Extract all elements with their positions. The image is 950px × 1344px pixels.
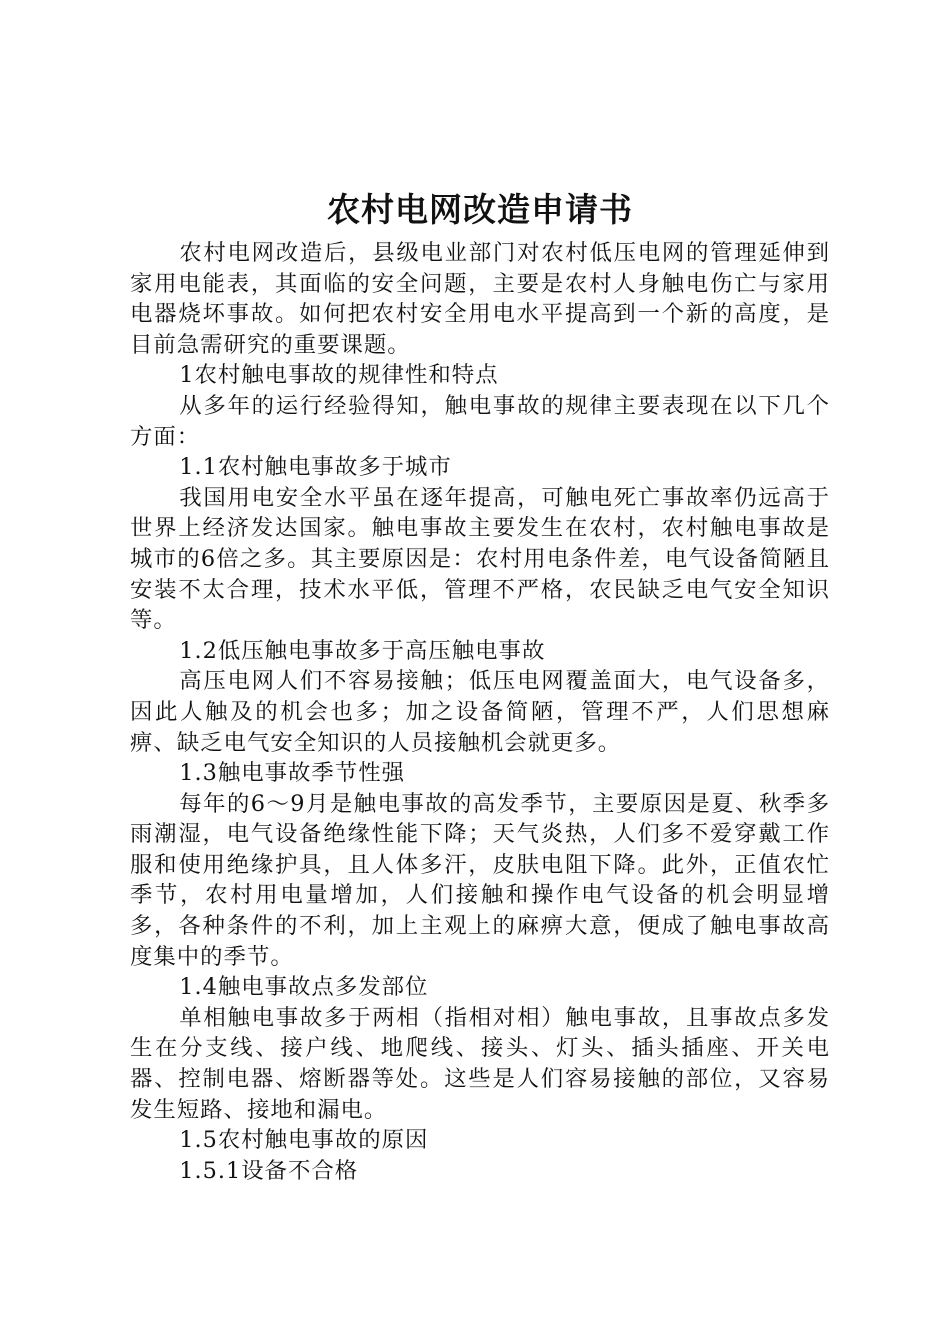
document-page: [130, 182, 830, 1186]
section-heading-1-5: 1.5农村触电事故的原因: [179, 1127, 429, 1154]
document-title: 农村电网改造申请书: [327, 190, 633, 229]
section-heading-1-4: 1.4触电事故点多发部位: [179, 974, 429, 1001]
paragraph-1-4: 单相触电事故多于两相（指相对相）触电事故，且事故点多发生在分支线、接户线、地爬线、接头、灯头、插头插座、开关电器、控制电器、熔断器等处。这些是人们容易接触的部位，又容易发生短路、接地和漏电。: [130, 1004, 830, 1123]
paragraph-1-1: 我国用电安全水平虽在逐年提高，可触电死亡事故率仍远高于世界上经济发达国家。触电事故主要发生在农村，农村触电事故是城市的6倍之多。其主要原因是：农村用电条件差，电气设备简陋且安装不太合理，技术水平低，管理不严格，农民缺乏电气安全知识等。: [130, 484, 830, 634]
section-heading-1-1: 1.1农村触电事故多于城市: [179, 454, 452, 481]
section-heading-1-3: 1.3触电事故季节性强: [179, 760, 405, 787]
paragraph-1: 从多年的运行经验得知，触电事故的规律主要表现在以下几个方面：: [130, 392, 830, 450]
section-heading-1-5-1: 1.5.1设备不合格: [179, 1157, 359, 1184]
document-body: [130, 238, 830, 1186]
paragraph-1-2: 高压电网人们不容易接触；低压电网覆盖面大，电气设备多，因此人触及的机会也多；加之设备简陋，管理不严，人们思想麻痹、缺乏电气安全知识的人员接触机会就更多。: [130, 668, 830, 756]
section-heading-1: 1农村触电事故的规律性和特点: [179, 362, 499, 389]
paragraph-intro: 农村电网改造后，县级电业部门对农村低压电网的管理延伸到家用电能表，其面临的安全问题，主要是农村人身触电伤亡与家用电器烧坏事故。如何把农村安全用电水平提高到一个新的高度，是目前急需研究的重要课题。: [130, 240, 830, 358]
paragraph-1-3: 每年的6～9月是触电事故的高发季节，主要原因是夏、秋季多雨潮湿，电气设备绝缘性能下降；天气炎热，人们多不爱穿戴工作服和使用绝缘护具，且人体多汗，皮肤电阻下降。此外，正值农忙季节，农村用电量增加，人们接触和操作电气设备的机会明显增多，各种条件的不利，加上主观上的麻痹大意，便成了触电事故高度集中的季节。: [130, 790, 830, 970]
section-heading-1-2: 1.2低压触电事故多于高压触电事故: [179, 637, 546, 664]
